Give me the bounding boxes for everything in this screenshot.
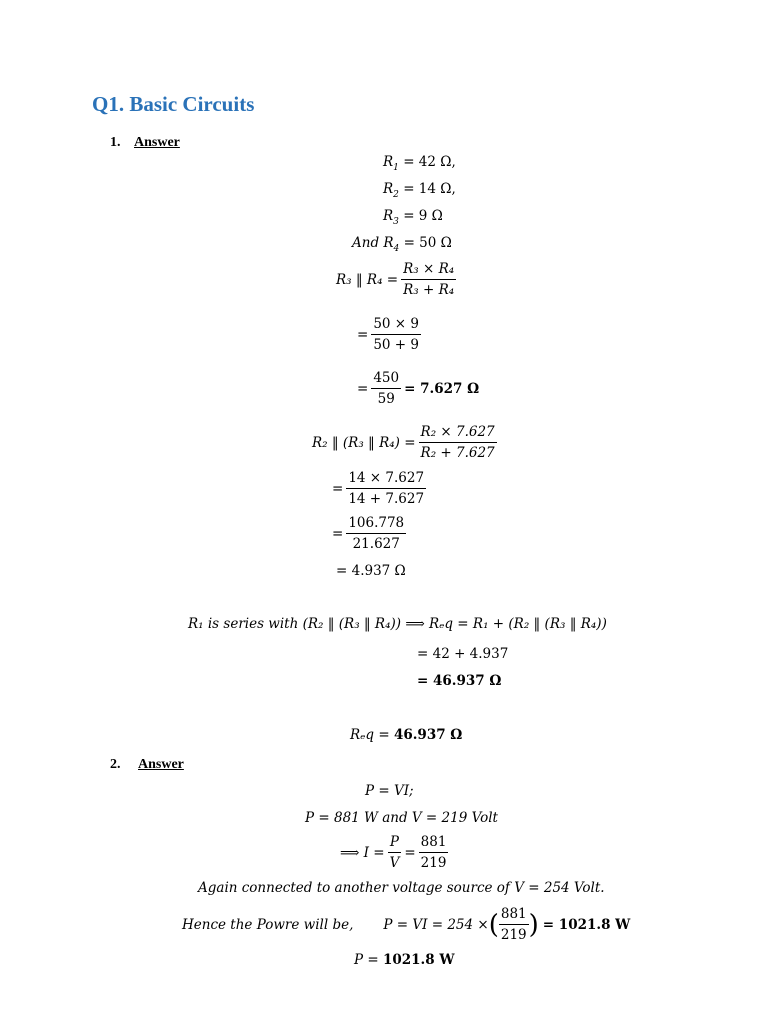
r1-value: $R_1 = 42$ Ω,: [383, 154, 456, 173]
new-power-line: Hence the Powre will be, P = VI = 254 × ( $\frac{881}{219}$ ) = 1021.8 W: [182, 906, 631, 943]
parallel-r2-step-2: = $\frac{106.778}{21.627}$: [332, 515, 405, 552]
series-step: = 42 + 4.937: [417, 646, 509, 662]
r3-value: $R_3 = 9$ Ω: [383, 208, 443, 227]
parallel-r2-result: = 4.937 Ω: [336, 563, 406, 579]
parallel-r2-step-1: = $\frac{14 \times 7.627}{14 + 7.627}$: [332, 470, 425, 507]
power-formula: P = VI;: [365, 783, 414, 799]
q2-answer-label: Answer: [138, 757, 184, 772]
new-voltage-text: Again connected to another voltage source of V = 254 Volt.: [198, 880, 605, 896]
q2-number: 2.: [110, 757, 121, 772]
parallel-r3-r4-formula: R₃ ‖ R₄ = $\frac{\text{R₃ × R₄}}{\text{R₃ + R₄}}$: [336, 261, 455, 298]
parallel-r2-formula: R₂ ‖ (R₃ ‖ R₄) = $\frac{\text{R₂ × 7.627}}{\text{R₂ + 7.627}}$: [312, 424, 495, 461]
series-result: = 46.937 Ω: [417, 673, 502, 689]
current-formula: ⟹ I = $\frac{P}{V}$ = $\frac{881}{219}$: [340, 834, 447, 871]
power-given: P = 881 W and V = 219 Volt: [305, 810, 498, 826]
series-equation: R₁ is series with (R₂ ‖ (R₃ ‖ R₄)) ⟹ Rₑq = R₁ + (R₂ ‖ (R₃ ‖ R₄)): [188, 616, 607, 632]
req-final: Rₑq = 46.937 Ω: [350, 727, 463, 743]
q1-number: 1.: [110, 135, 121, 150]
parallel-step-1: = $\frac{50 \times 9}{50 + 9}$: [357, 316, 419, 353]
page-title: Q1. Basic Circuits: [92, 92, 255, 116]
r2-value: $R_2 = 14$ Ω,: [383, 181, 456, 200]
parallel-step-2: = $\frac{450}{59}$ = 7.627 Ω: [357, 370, 480, 407]
q1-answer-label: Answer: [134, 135, 180, 150]
r4-value: And $R_4 = 50$ Ω: [352, 235, 452, 254]
power-final: P = 1021.8 W: [354, 952, 455, 968]
